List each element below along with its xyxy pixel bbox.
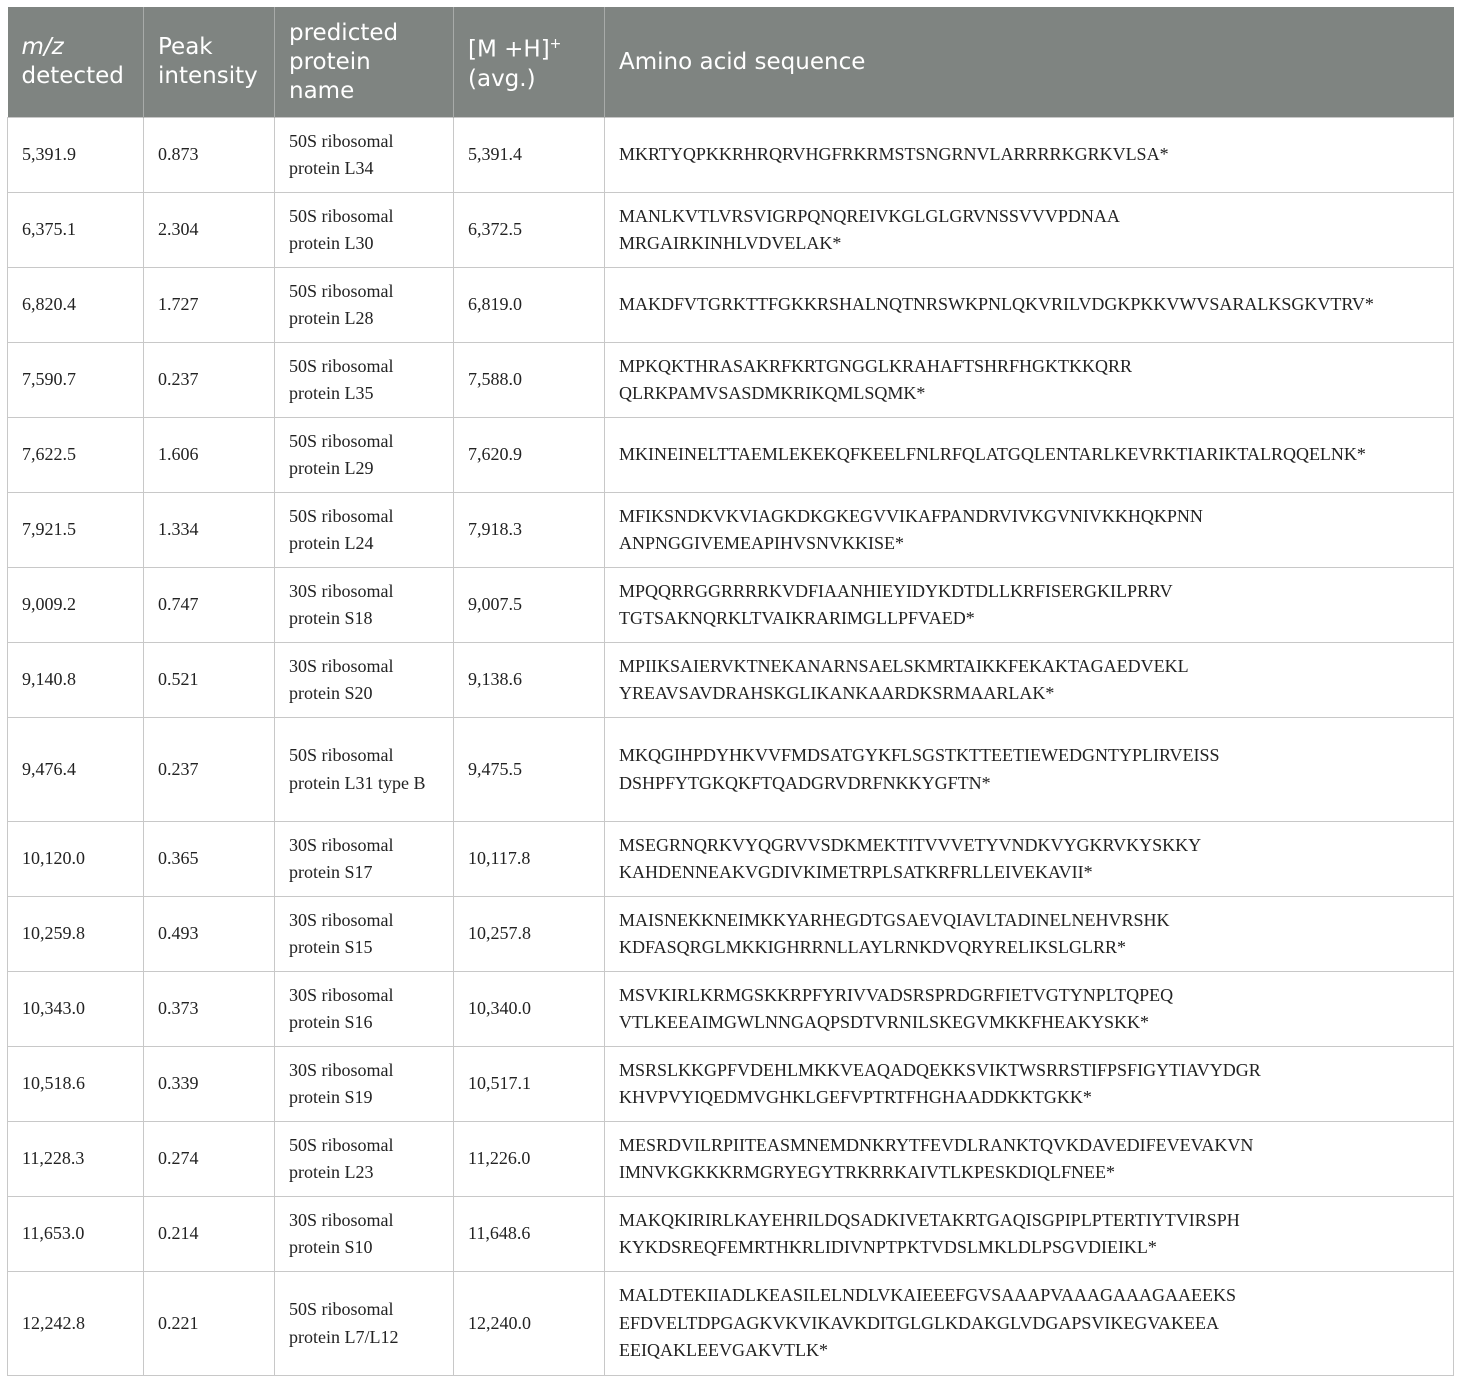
cell-name: 50S ribosomal protein L35 <box>275 343 454 418</box>
table-row <box>8 1197 1454 1272</box>
table-row <box>8 268 1454 343</box>
cell-name: 30S ribosomal protein S15 <box>275 897 454 972</box>
cell-mass: 9,138.6 <box>454 643 605 718</box>
cell-mz: 10,343.0 <box>8 972 144 1047</box>
cell-intensity: 0.373 <box>144 972 275 1047</box>
cell-name: 50S ribosomal protein L24 <box>275 493 454 568</box>
cell-intensity: 2.304 <box>144 193 275 268</box>
cell-name: 50S ribosomal protein L31 type B <box>275 718 454 822</box>
cell-name: 50S ribosomal protein L34 <box>275 118 454 193</box>
sequence-line: MSRSLKKGPFVDEHLMKKVEAQADQEKKSVIKTWSRRSTIFPSFIGYTIAVYDGR <box>619 1059 1261 1080</box>
cell-intensity: 0.873 <box>144 118 275 193</box>
header-sequence: Amino acid sequence <box>605 7 1454 118</box>
cell-name: 50S ribosomal protein L7/L12 <box>275 1272 454 1376</box>
cell-sequence <box>605 822 1454 897</box>
sequence-line: MPQQRRGGRRRRKVDFIAANHIEYIDYKDTDLLKRFISERGKILPRRV <box>619 580 1173 601</box>
cell-mass: 10,257.8 <box>454 897 605 972</box>
table-row <box>8 1047 1454 1122</box>
cell-mz: 10,518.6 <box>8 1047 144 1122</box>
cell-mass: 6,372.5 <box>454 193 605 268</box>
cell-intensity: 0.493 <box>144 897 275 972</box>
cell-mass: 12,240.0 <box>454 1272 605 1376</box>
sequence-line: TGTSAKNQRKLTVAIKRARIMGLLPFVAED* <box>619 608 975 628</box>
sequence-line: KDFASQRGLMKKIGHRRNLLAYLRNKDVQRYRELIKSLGLRR* <box>619 937 1127 957</box>
cell-intensity: 0.237 <box>144 718 275 822</box>
cell-sequence <box>605 897 1454 972</box>
cell-mass: 11,226.0 <box>454 1122 605 1197</box>
cell-sequence <box>605 418 1454 493</box>
cell-mz: 7,590.7 <box>8 343 144 418</box>
cell-mz: 7,622.5 <box>8 418 144 493</box>
table-row <box>8 493 1454 568</box>
sequence-line: DSHPFYTGKQKFTQADGRVDRFNKKYGFTN* <box>619 772 991 793</box>
sequence-line: MRGAIRKINHLVDVELAK* <box>619 233 842 253</box>
cell-mz: 6,375.1 <box>8 193 144 268</box>
cell-intensity: 0.365 <box>144 822 275 897</box>
cell-name: 30S ribosomal protein S17 <box>275 822 454 897</box>
cell-mass: 10,517.1 <box>454 1047 605 1122</box>
cell-mass: 9,007.5 <box>454 568 605 643</box>
cell-sequence <box>605 118 1454 193</box>
cell-sequence <box>605 1122 1454 1197</box>
cell-mass: 9,475.5 <box>454 718 605 822</box>
cell-mass: 7,620.9 <box>454 418 605 493</box>
sequence-line: QLRKPAMVSASDMKRIKQMLSQMK* <box>619 383 926 403</box>
sequence-line: ANPNGGIVEMEAPIHVSNVKKISE* <box>619 533 905 553</box>
sequence-line: MAISNEKKNEIMKKYARHEGDTGSAEVQIAVLTADINELNEHVRSHK <box>619 909 1170 930</box>
cell-sequence <box>605 718 1454 822</box>
cell-name: 30S ribosomal protein S18 <box>275 568 454 643</box>
cell-name: 50S ribosomal protein L30 <box>275 193 454 268</box>
cell-intensity: 1.727 <box>144 268 275 343</box>
sequence-line: MSVKIRLKRMGSKKRPFYRIVVADSRSPRDGRFIETVGTYNPLTQPEQ <box>619 984 1174 1005</box>
sequence-line: MPKQKTHRASAKRFKRTGNGGLKRAHAFTSHRFHGKTKKQRR <box>619 355 1132 376</box>
table-row <box>8 1272 1454 1376</box>
header-row <box>8 7 1454 118</box>
cell-intensity: 1.606 <box>144 418 275 493</box>
sequence-line: MAKQKIRIRLKAYEHRILDQSADKIVETAKRTGAQISGPIPLPTERTIYTVIRSPH <box>619 1209 1240 1230</box>
cell-mz: 5,391.9 <box>8 118 144 193</box>
cell-mz: 10,259.8 <box>8 897 144 972</box>
cell-mz: 9,476.4 <box>8 718 144 822</box>
cell-intensity: 1.334 <box>144 493 275 568</box>
sequence-line: EFDVELTDPGAGKVKVIKAVKDITGLGLKDAKGLVDGAPSVIKEGVAKEEA <box>619 1312 1219 1333</box>
header-peak-intensity: Peak intensity <box>144 7 275 118</box>
cell-mass: 6,819.0 <box>454 268 605 343</box>
cell-intensity: 0.274 <box>144 1122 275 1197</box>
cell-name: 30S ribosomal protein S10 <box>275 1197 454 1272</box>
cell-sequence <box>605 972 1454 1047</box>
cell-mz: 7,921.5 <box>8 493 144 568</box>
cell-intensity: 0.339 <box>144 1047 275 1122</box>
sequence-line: VTLKEEAIMGWLNNGAQPSDTVRNILSKEGVMKKFHEAKYSKK* <box>619 1012 1149 1032</box>
cell-sequence <box>605 568 1454 643</box>
table-row <box>8 972 1454 1047</box>
cell-mass: 11,648.6 <box>454 1197 605 1272</box>
cell-mass: 7,588.0 <box>454 343 605 418</box>
sequence-line: MKQGIHPDYHKVVFMDSATGYKFLSGSTKTTEETIEWEDGNTYPLIRVEISS <box>619 745 1220 765</box>
cell-intensity: 0.521 <box>144 643 275 718</box>
sequence-line: MPIIKSAIERVKTNEKANARNSAELSKMRTAIKKFEKAKTAGAEDVEKL <box>619 655 1189 676</box>
sequence-line: KYKDSREQFEMRTHKRLIDIVNPTPKTVDSLMKLDLPSGVDIEIKL* <box>619 1237 1157 1257</box>
cell-sequence <box>605 493 1454 568</box>
cell-intensity: 0.214 <box>144 1197 275 1272</box>
cell-sequence <box>605 193 1454 268</box>
cell-intensity: 0.237 <box>144 343 275 418</box>
cell-mass: 7,918.3 <box>454 493 605 568</box>
cell-name: 50S ribosomal protein L29 <box>275 418 454 493</box>
table-row <box>8 343 1454 418</box>
table-row <box>8 418 1454 493</box>
cell-intensity: 0.221 <box>144 1272 275 1376</box>
cell-mass: 10,117.8 <box>454 822 605 897</box>
sequence-line: MKINEINELTTAEMLEKEKQFKEELFNLRFQLATGQLENTARLKEVRKTIARIKTALRQQELNK* <box>619 444 1366 465</box>
cell-mz: 9,140.8 <box>8 643 144 718</box>
cell-mz: 11,653.0 <box>8 1197 144 1272</box>
sequence-line: YREAVSAVDRAHSKGLIKANKAARDKSRMAARLAK* <box>619 683 1055 703</box>
sequence-line: MFIKSNDKVKVIAGKDKGKEGVVIKAFPANDRVIVKGVNIVKKHQKPNN <box>619 505 1203 526</box>
cell-name: 30S ribosomal protein S20 <box>275 643 454 718</box>
header-mass: [M +H]+(avg.) <box>454 7 605 118</box>
cell-mass: 10,340.0 <box>454 972 605 1047</box>
sequence-line: IMNVKGKKKRMGRYEGYTRKRRKAIVTLKPESKDIQLFNEE* <box>619 1162 1116 1182</box>
cell-sequence <box>605 1272 1454 1376</box>
cell-name: 30S ribosomal protein S16 <box>275 972 454 1047</box>
cell-name: 50S ribosomal protein L23 <box>275 1122 454 1197</box>
header-mz: m/z detected <box>8 7 144 118</box>
cell-name: 50S ribosomal protein L28 <box>275 268 454 343</box>
table-body <box>8 118 1454 1376</box>
sequence-line: KAHDENNEAKVGDIVKIMETRPLSATKRFRLLEIVEKAVII* <box>619 862 1093 882</box>
cell-mass: 5,391.4 <box>454 118 605 193</box>
cell-sequence <box>605 1197 1454 1272</box>
sequence-line: MANLKVTLVRSVIGRPQNQREIVKGLGLGRVNSSVVVPDNAA <box>619 205 1120 226</box>
sequence-line: MKRTYQPKKRHRQRVHGFRKRMSTSNGRNVLARRRRKGRKVLSA* <box>619 144 1169 165</box>
table-row <box>8 718 1454 822</box>
cell-name: 30S ribosomal protein S19 <box>275 1047 454 1122</box>
sequence-line: MALDTEKIIADLKEASILELNDLVKAIEEEFGVSAAAPVAAAGAAAGAAEEKS <box>619 1285 1236 1306</box>
cell-mz: 9,009.2 <box>8 568 144 643</box>
cell-mz: 10,120.0 <box>8 822 144 897</box>
sequence-line: MESRDVILRPIITEASMNEMDNKRYTFEVDLRANKTQVKDAVEDIFEVEVAKVN <box>619 1134 1254 1155</box>
cell-mz: 6,820.4 <box>8 268 144 343</box>
cell-intensity: 0.747 <box>144 568 275 643</box>
table-row <box>8 822 1454 897</box>
cell-mz: 12,242.8 <box>8 1272 144 1376</box>
table-row <box>8 643 1454 718</box>
table-row <box>8 568 1454 643</box>
cell-sequence <box>605 343 1454 418</box>
sequence-line: MSEGRNQRKVYQGRVVSDKMEKTITVVVETYVNDKVYGKRVKYSKKY <box>619 834 1202 855</box>
table-row <box>8 118 1454 193</box>
header-predicted-name: predicted protein name <box>275 7 454 118</box>
table-row <box>8 193 1454 268</box>
cell-sequence <box>605 268 1454 343</box>
cell-sequence <box>605 643 1454 718</box>
sequence-line: MAKDFVTGRKTTFGKKRSHALNQTNRSWKPNLQKVRILVDGKPKKVWVSARALKSGKVTRV* <box>619 294 1374 315</box>
table-row <box>8 897 1454 972</box>
cell-sequence <box>605 1047 1454 1122</box>
sequence-line: EEIQAKLEEVGAKVTLK* <box>619 1340 828 1361</box>
sequence-line: KHVPVYIQEDMVGHKLGEFVPTRTFHGHAADDKKTGKK* <box>619 1087 1092 1107</box>
cell-mz: 11,228.3 <box>8 1122 144 1197</box>
protein-table <box>7 7 1454 1376</box>
table-row <box>8 1122 1454 1197</box>
